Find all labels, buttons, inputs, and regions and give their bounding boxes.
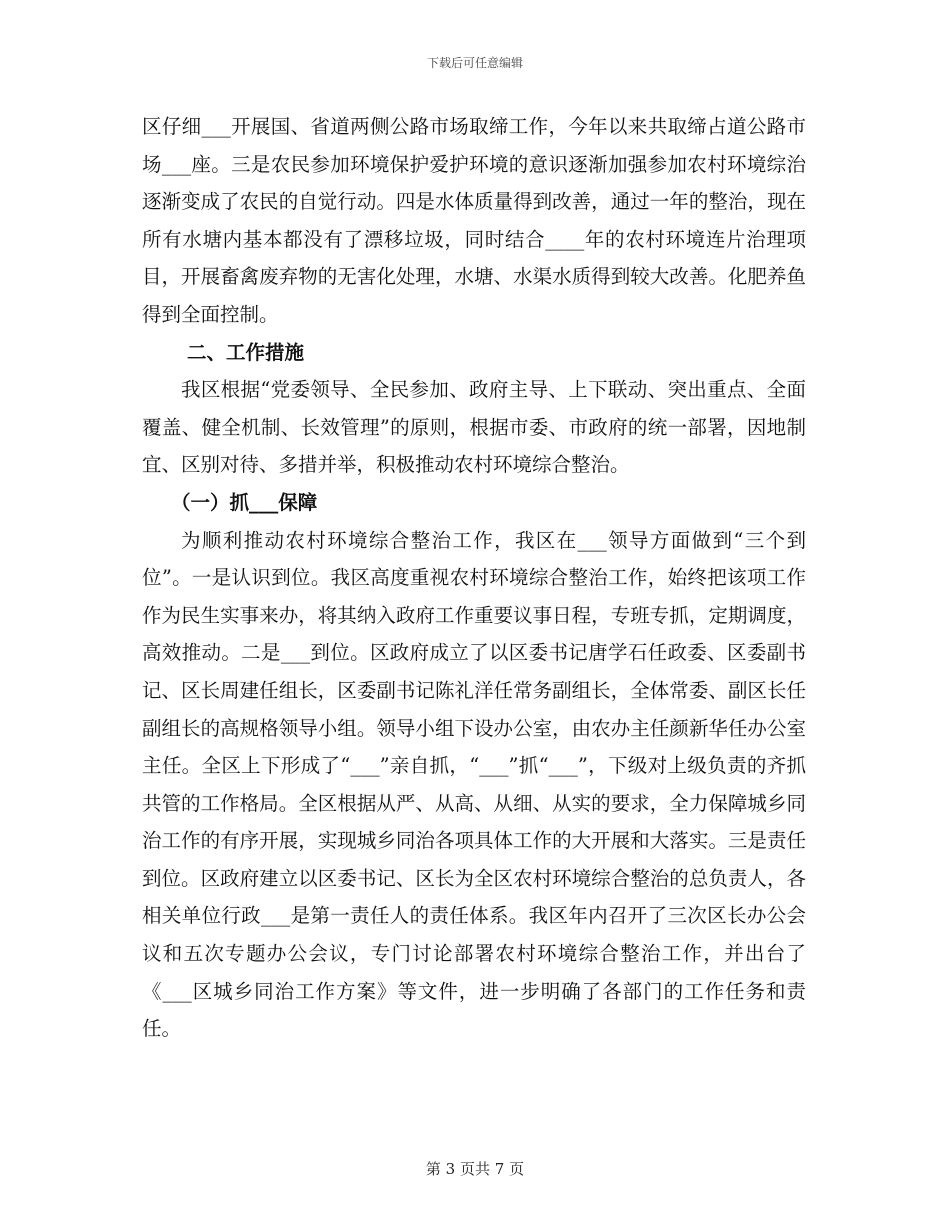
page-header: 下载后可任意编辑: [426, 56, 523, 70]
paragraph-principles: 我区根据“党委领导、全民参加、政府主导、上下联动、突出重点、全面覆盖、健全机制、长效管理”的原则，根据市委、市政府的统一部署，因地制宜、区别对待、多措并举，积极推动农村环境综合整治。: [142, 378, 806, 477]
paragraph-continued: 区仔细___开展国、省道两侧公路市场取缔工作，今年以来共取缔占道公路市场___座。三是农民参加环境保护爱护环境的意识逐渐加强参加农村环境综治逐渐变成了农民的自觉行动。四是水体质量得到改善，通过一年的整治，现在所有水塘内基本都没有了漂移垃圾，同时结合____年的农村环境连片治理项目，开展畜禽废弃物的无害化处理，水塘、水渠水质得到较大改善。化肥养鱼得到全面控制。: [142, 115, 806, 326]
subsection-heading-guarantee: （一）抓___保障: [171, 490, 318, 514]
document-body: [142, 108, 806, 1048]
paragraph-three-in-place: 为顺利推动农村环境综合整治工作，我区在___领导方面做到“三个到位”。一是认识到位。我区高度重视农村环境综合整治工作，始终把该项工作作为民生实事来办，将其纳入政府工作重要议事日程，专班专抓，定期调度，高效推动。二是___到位。区政府成立了以区委书记唐学石任政委、区委副书记、区长周建任组长，区委副书记陈礼洋任常务副组长，全体常委、副区长任副组长的高规格领导小组。领导小组下设办公室，由农办主任颜新华任办公室主任。全区上下形成了“___”亲自抓，“___”抓“___”，下级对上级负责的齐抓共管的工作格局。全区根据从严、从高、从细、从实的要求，全力保障城乡同治工作的有序开展，实现城乡同治各项具体工作的大开展和大落实。三是责任到位。区政府建立以区委书记、区长为全区农村环境综合整治的总负责人，各相关单位行政___是第一责任人的责任体系。我区年内召开了三次区长办公会议和五次专题办公会议，专门讨论部署农村环境综合整治工作，并出台了《___区城乡同治工作方案》等文件，进一步明确了各部门的工作任务和责任。: [142, 528, 806, 1041]
section-heading-work-measures: 二、工作措施: [187, 340, 305, 364]
page-number: 第 3 页共 7 页: [425, 1160, 525, 1178]
